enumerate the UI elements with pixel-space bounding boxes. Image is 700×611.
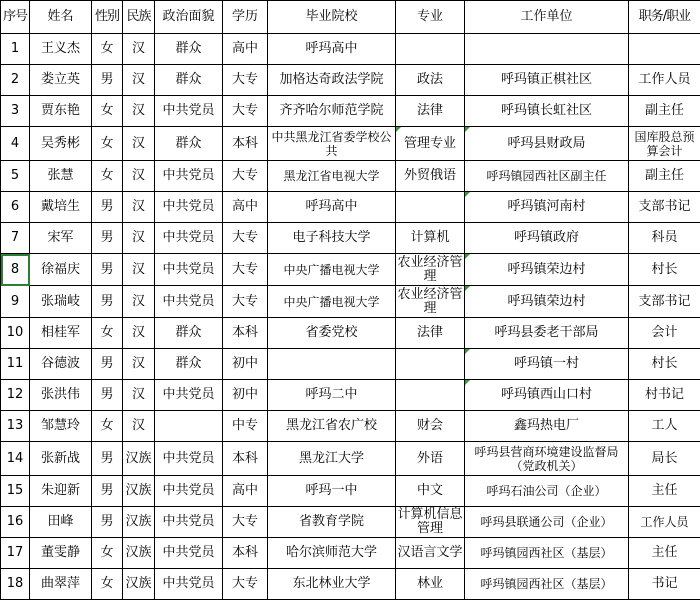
cell-name[interactable]: 谷德波 [30, 349, 92, 380]
cell-major[interactable]: 政法 [396, 65, 465, 96]
cell-position[interactable]: 支部书记 [629, 192, 700, 223]
cell-major[interactable] [396, 192, 465, 223]
cell-ethnicity[interactable]: 汉 [123, 349, 155, 380]
cell-school[interactable]: 中央广播电视大学 [268, 254, 396, 286]
cell-education[interactable]: 大专 [223, 223, 268, 254]
cell-major[interactable]: 农业经济管理 [397, 254, 463, 284]
cell-major[interactable] [396, 380, 465, 411]
cell-name[interactable]: 董雯静 [30, 538, 92, 569]
cell-political-status[interactable]: 群众 [155, 65, 223, 96]
col-header-ethnicity[interactable]: 民族 [123, 1, 155, 34]
cell-workplace[interactable]: 呼玛镇正棋社区 [465, 65, 629, 96]
cell-workplace[interactable]: 鑫玛热电厂 [465, 411, 629, 442]
cell-workplace[interactable]: 呼玛镇西山口村 [465, 380, 629, 411]
cell-school[interactable]: 呼玛高中 [268, 192, 396, 223]
cell-seq[interactable]: 11 [1, 349, 30, 380]
cell-position[interactable]: 会计 [629, 318, 700, 349]
cell-political-status[interactable]: 群众 [155, 318, 223, 349]
cell-political-status[interactable]: 群众 [155, 349, 223, 380]
table-row [1, 286, 700, 318]
cell-political-status[interactable]: 中共党员 [155, 254, 223, 286]
cell-school[interactable]: 电子科技大学 [268, 223, 396, 254]
cell-major[interactable]: 计算机 [396, 223, 465, 254]
cell-name[interactable]: 娄立英 [30, 65, 92, 96]
cell-position[interactable]: 村长 [629, 349, 700, 380]
cell-position[interactable] [629, 34, 700, 65]
cell-name[interactable]: 王义杰 [30, 34, 92, 65]
cell-ethnicity[interactable]: 汉 [123, 161, 155, 192]
cell-school[interactable]: 省教育学院 [268, 507, 396, 538]
cell-political-status[interactable]: 群众 [155, 127, 223, 161]
table-row [1, 223, 700, 254]
cell-education[interactable]: 本科 [223, 318, 268, 349]
table-row [1, 380, 700, 411]
cell-workplace[interactable]: 呼玛县委老干部局 [465, 318, 629, 349]
cell-position[interactable]: 主任 [629, 538, 700, 569]
table-row [1, 349, 700, 380]
cell-ethnicity[interactable]: 汉族 [123, 569, 155, 600]
header-row [1, 1, 700, 34]
cell-workplace[interactable]: 呼玛镇政府 [465, 223, 629, 254]
cell-position[interactable]: 工人 [629, 411, 700, 442]
cell-name[interactable]: 田峰 [30, 507, 92, 538]
cell-gender[interactable]: 女 [92, 161, 123, 192]
cell-political-status[interactable]: 中共党员 [155, 507, 223, 538]
col-header-seq[interactable]: 序号 [1, 1, 30, 34]
cell-seq[interactable]: 14 [1, 442, 30, 476]
cell-school[interactable]: 黑龙江省电视大学 [268, 161, 396, 192]
cell-school[interactable]: 呼玛一中 [268, 476, 396, 507]
table-row [1, 318, 700, 349]
cell-political-status[interactable]: 中共党员 [155, 192, 223, 223]
cell-education[interactable]: 初中 [223, 380, 268, 411]
cell-education[interactable]: 本科 [223, 538, 268, 569]
cell-seq[interactable]: 10 [1, 318, 30, 349]
cell-major[interactable]: 外贸俄语 [396, 161, 465, 192]
cell-ethnicity[interactable]: 汉 [123, 223, 155, 254]
cell-position[interactable]: 局长 [629, 442, 700, 476]
cell-position[interactable]: 主任 [629, 476, 700, 507]
cell-major[interactable]: 中文 [396, 476, 465, 507]
cell-gender[interactable]: 女 [92, 34, 123, 65]
table-row [1, 507, 700, 538]
cell-name[interactable]: 宋军 [30, 223, 92, 254]
cell-name[interactable]: 朱迎新 [30, 476, 92, 507]
cell-school[interactable]: 黑龙江大学 [268, 442, 396, 476]
cell-major[interactable]: 财会 [396, 411, 465, 442]
cell-gender[interactable]: 男 [92, 507, 123, 538]
col-header-political-status[interactable]: 政治面貌 [155, 1, 223, 34]
cell-school[interactable]: 哈尔滨师范大学 [268, 538, 396, 569]
cell-gender[interactable]: 男 [92, 286, 123, 318]
cell-ethnicity[interactable]: 汉 [123, 34, 155, 65]
col-header-workplace[interactable]: 工作单位 [465, 1, 629, 34]
cell-school[interactable]: 中央广播电视大学 [268, 286, 396, 318]
cell-name[interactable]: 徐福庆 [30, 254, 92, 286]
cell-political-status[interactable]: 中共党员 [155, 442, 223, 476]
cell-school[interactable]: 加格达奇政法学院 [268, 65, 396, 96]
table-row [1, 96, 700, 127]
cell-major[interactable]: 外语 [396, 442, 465, 476]
col-header-major[interactable]: 专业 [396, 1, 465, 34]
cell-political-status[interactable]: 中共党员 [155, 476, 223, 507]
cell-seq[interactable]: 7 [1, 223, 30, 254]
table-row [1, 254, 700, 286]
cell-seq[interactable]: 9 [1, 286, 30, 318]
table-row [1, 442, 700, 476]
cell-education[interactable]: 大专 [223, 96, 268, 127]
cell-school[interactable] [268, 349, 396, 380]
cell-political-status[interactable]: 中共党员 [155, 286, 223, 318]
cell-education[interactable]: 大专 [223, 65, 268, 96]
cell-workplace[interactable]: 呼玛县营商环境建设监督局（党政机关） [465, 442, 629, 476]
cell-ethnicity[interactable]: 汉 [123, 96, 155, 127]
cell-major[interactable] [396, 349, 465, 380]
cell-name[interactable]: 张新战 [30, 442, 92, 476]
cell-gender[interactable]: 男 [92, 192, 123, 223]
table-row [1, 569, 700, 600]
cell-ethnicity[interactable]: 汉 [123, 254, 155, 286]
cell-seq[interactable]: 3 [1, 96, 30, 127]
cell-seq[interactable]: 1 [1, 34, 30, 65]
cell-education[interactable]: 本科 [223, 442, 268, 476]
cell-position[interactable]: 工作人员 [629, 507, 700, 538]
cell-education[interactable]: 大专 [223, 161, 268, 192]
cell-position[interactable]: 国库股总预算会计 [629, 127, 700, 161]
cell-major[interactable] [396, 34, 465, 65]
col-header-education[interactable]: 学历 [223, 1, 268, 34]
cell-seq[interactable]: 17 [1, 538, 30, 569]
cell-position[interactable]: 工作人员 [629, 65, 700, 96]
cell-education[interactable]: 大专 [223, 286, 268, 318]
cell-major[interactable]: 法律 [396, 318, 465, 349]
cell-political-status[interactable]: 群众 [155, 34, 223, 65]
cell-name[interactable]: 贾东艳 [30, 96, 92, 127]
cell-seq[interactable]: 2 [1, 65, 30, 96]
table-row [1, 192, 700, 223]
cell-workplace[interactable]: 呼玛县财政局 [465, 127, 629, 161]
cell-position[interactable]: 科员 [629, 223, 700, 254]
cell-ethnicity[interactable]: 汉 [123, 65, 155, 96]
cell-position[interactable]: 村长 [629, 254, 700, 286]
cell-ethnicity[interactable]: 汉族 [123, 538, 155, 569]
cell-major[interactable]: 计算机信息管理 [397, 507, 463, 536]
cell-seq[interactable]: 8 [1, 254, 30, 286]
cell-major[interactable]: 农业经济管理 [397, 286, 463, 316]
cell-ethnicity[interactable]: 汉族 [123, 507, 155, 538]
cell-workplace[interactable]: 呼玛镇荣边村 [465, 286, 629, 318]
cell-school[interactable]: 东北林业大学 [268, 569, 396, 600]
cell-name[interactable]: 邹慧玲 [30, 411, 92, 442]
cell-political-status[interactable]: 中共党员 [155, 380, 223, 411]
cell-major[interactable]: 林业 [396, 569, 465, 600]
cell-position[interactable]: 副主任 [629, 161, 700, 192]
cell-education[interactable]: 本科 [223, 127, 268, 161]
cell-gender[interactable]: 男 [92, 442, 123, 476]
table-row [1, 476, 700, 507]
cell-name[interactable]: 曲翠萍 [30, 569, 92, 600]
cell-seq[interactable]: 12 [1, 380, 30, 411]
cell-ethnicity[interactable]: 汉族 [123, 476, 155, 507]
cell-ethnicity[interactable]: 汉族 [123, 442, 155, 476]
cell-school[interactable]: 呼玛高中 [268, 34, 396, 65]
cell-workplace[interactable]: 呼玛镇长虹社区 [465, 96, 629, 127]
cell-seq[interactable]: 5 [1, 161, 30, 192]
cell-gender[interactable]: 男 [92, 380, 123, 411]
cell-workplace[interactable]: 呼玛镇一村 [465, 349, 629, 380]
cell-gender[interactable]: 女 [92, 411, 123, 442]
table-row [1, 34, 700, 65]
cell-major[interactable]: 管理专业 [396, 127, 465, 161]
cell-name[interactable]: 戴培生 [30, 192, 92, 223]
cell-education[interactable]: 中专 [223, 411, 268, 442]
cell-ethnicity[interactable]: 汉 [123, 380, 155, 411]
table-row [1, 65, 700, 96]
cell-workplace[interactable]: 呼玛镇园西社区副主任 [465, 161, 629, 192]
table-row [1, 127, 700, 161]
cell-school[interactable]: 省委党校 [268, 318, 396, 349]
col-header-position[interactable]: 职务/职业 [629, 1, 700, 34]
cell-gender[interactable]: 女 [92, 127, 123, 161]
cell-gender[interactable]: 男 [92, 476, 123, 507]
table-row [1, 411, 700, 442]
cell-gender[interactable]: 女 [92, 96, 123, 127]
cell-workplace[interactable]: 呼玛镇园西社区（基层） [465, 569, 629, 600]
cell-school[interactable]: 呼玛二中 [268, 380, 396, 411]
cell-education[interactable]: 大专 [223, 569, 268, 600]
cell-seq[interactable]: 6 [1, 192, 30, 223]
cell-ethnicity[interactable]: 汉 [123, 411, 155, 442]
cell-workplace[interactable]: 呼玛县联通公司（企业） [465, 507, 629, 538]
col-header-name[interactable]: 姓名 [30, 1, 92, 34]
cell-name[interactable]: 相桂军 [30, 318, 92, 349]
cell-workplace[interactable]: 呼玛镇荣边村 [465, 254, 629, 286]
cell-ethnicity[interactable]: 汉 [123, 127, 155, 161]
col-header-gender[interactable]: 性别 [92, 1, 123, 34]
cell-gender[interactable]: 男 [92, 254, 123, 286]
cell-seq[interactable]: 16 [1, 507, 30, 538]
cell-school[interactable]: 黑龙江省农广校 [268, 411, 396, 442]
cell-position[interactable]: 副主任 [629, 96, 700, 127]
cell-school[interactable]: 齐齐哈尔师范学院 [268, 96, 396, 127]
cell-political-status[interactable]: 中共党员 [155, 223, 223, 254]
cell-position[interactable]: 支部书记 [629, 286, 700, 318]
cell-seq[interactable]: 15 [1, 476, 30, 507]
cell-seq[interactable]: 4 [1, 127, 30, 161]
cell-education[interactable]: 高中 [223, 476, 268, 507]
table-row [1, 161, 700, 192]
cell-gender[interactable]: 男 [92, 349, 123, 380]
cell-workplace[interactable]: 呼玛石油公司（企业） [465, 476, 629, 507]
cell-major[interactable]: 法律 [396, 96, 465, 127]
cell-school[interactable]: 中共黑龙江省委学校公共 [268, 127, 396, 161]
col-header-school[interactable]: 毕业院校 [268, 1, 396, 34]
cell-political-status[interactable]: 中共党员 [155, 538, 223, 569]
cell-workplace[interactable]: 呼玛镇园西社区（基层） [465, 538, 629, 569]
cell-position[interactable]: 村书记 [629, 380, 700, 411]
cell-name[interactable]: 张洪伟 [30, 380, 92, 411]
cell-workplace[interactable] [465, 34, 629, 65]
cell-education[interactable]: 大专 [223, 507, 268, 538]
cell-workplace[interactable]: 呼玛镇河南村 [465, 192, 629, 223]
cell-seq[interactable]: 18 [1, 569, 30, 600]
cell-education[interactable]: 高中 [223, 192, 268, 223]
cell-gender[interactable]: 女 [92, 569, 123, 600]
cell-gender[interactable]: 男 [92, 65, 123, 96]
cell-education[interactable]: 大专 [223, 254, 268, 286]
cell-seq[interactable]: 13 [1, 411, 30, 442]
cell-political-status[interactable] [155, 411, 223, 442]
cell-education[interactable]: 高中 [223, 34, 268, 65]
cell-political-status[interactable]: 中共党员 [155, 569, 223, 600]
cell-name[interactable]: 张慧 [30, 161, 92, 192]
cell-gender[interactable]: 女 [92, 318, 123, 349]
cell-name[interactable]: 张瑞岐 [30, 286, 92, 318]
cell-political-status[interactable]: 中共党员 [155, 161, 223, 192]
cell-education[interactable]: 初中 [223, 349, 268, 380]
cell-ethnicity[interactable]: 汉 [123, 318, 155, 349]
cell-ethnicity[interactable]: 汉 [123, 286, 155, 318]
cell-name[interactable]: 吴秀彬 [30, 127, 92, 161]
cell-major[interactable]: 汉语言文学 [396, 538, 465, 569]
cell-position[interactable]: 书记 [629, 569, 700, 600]
cell-gender[interactable]: 男 [92, 223, 123, 254]
cell-gender[interactable]: 女 [92, 538, 123, 569]
cell-political-status[interactable]: 中共党员 [155, 96, 223, 127]
cell-ethnicity[interactable]: 汉 [123, 192, 155, 223]
table-row [1, 538, 700, 569]
